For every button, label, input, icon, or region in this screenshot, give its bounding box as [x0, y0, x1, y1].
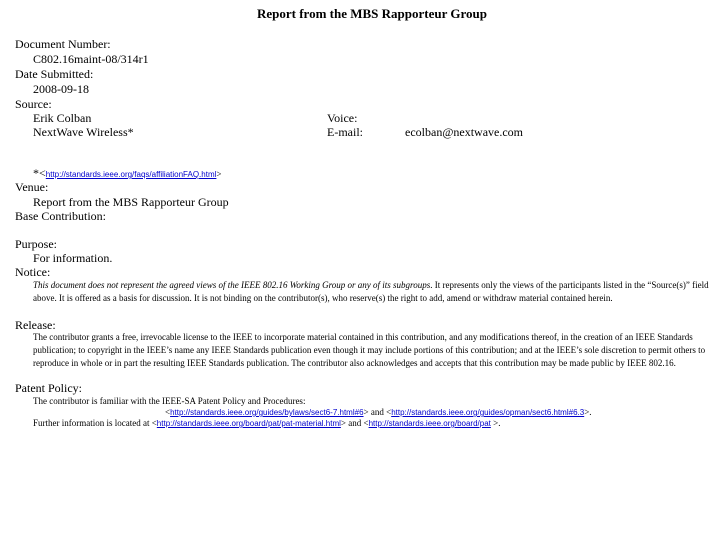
- patent-end-2: >.: [490, 418, 501, 428]
- notice-label: Notice:: [15, 265, 51, 279]
- patent-end-1: >.: [584, 407, 592, 417]
- board-pat-link[interactable]: http://standards.ieee.org/board/pat: [368, 419, 491, 428]
- document-number-label: Document Number:: [15, 37, 111, 51]
- affiliation-faq-link[interactable]: http://standards.ieee.org/faqs/affiliationFAQ.html: [45, 170, 217, 179]
- email-label: E-mail:: [327, 125, 363, 139]
- release-label: Release:: [15, 318, 56, 332]
- patent-and: > and <: [363, 407, 392, 417]
- pat-material-link[interactable]: http://standards.ieee.org/board/pat/pat-material.html: [156, 419, 341, 428]
- source-label: Source:: [15, 97, 52, 111]
- bylaws-link[interactable]: http://standards.ieee.org/guides/bylaws/sect6-7.html#6: [170, 408, 364, 417]
- affiliation-note: [33, 166, 221, 181]
- base-contribution-label: Base Contribution:: [15, 209, 106, 223]
- notice-rest: . It represents only the views of the participants listed in the “Source(s)” field above. It is offered as a basis for discussion. It is not binding on the contributor(s), who reserve(s) the right to add, amend or withdraw material contained herein.: [33, 280, 709, 303]
- purpose-label: Purpose:: [15, 237, 57, 251]
- document-number-value: C802.16maint-08/314r1: [33, 52, 149, 66]
- email-value: ecolban@nextwave.com: [405, 125, 524, 139]
- date-submitted-value: 2008-09-18: [33, 82, 89, 96]
- patent-policy-line3: [33, 418, 500, 428]
- date-submitted-label: Date Submitted:: [15, 67, 94, 81]
- affiliation-note-prefix: *<: [33, 166, 46, 180]
- opman-link[interactable]: http://standards.ieee.org/guides/opman/sect6.html#6.3: [391, 408, 585, 417]
- patent-and-2: > and <: [340, 418, 369, 428]
- notice-text: [33, 279, 713, 305]
- source-affiliation: NextWave Wireless*: [33, 125, 134, 139]
- patent-policy-label: Patent Policy:: [15, 381, 82, 395]
- release-text: The contributor grants a free, irrevocable license to the IEEE to incorporate material contained in this contribution, and any modifications thereof, in the creation of an IEEE Standards publication; to copyright in the IEEE’s name any IEEE Standards publication even though it may include portions of this contribution; and at the IEEE’s sole discretion to permit others to reproduce in whole or in part the resulting IEEE Standards publication. The contributor also acknowledges and accepts that this contribution may be made public by IEEE 802.16.: [33, 332, 706, 368]
- patent-policy-line2: [165, 407, 592, 417]
- patent-further-info: Further information is located at <: [33, 418, 157, 428]
- source-name: Erik Colban: [33, 111, 92, 125]
- page-title: Report from the MBS Rapporteur Group: [256, 6, 488, 21]
- notice-italic: This document does not represent the agreed views of the IEEE 802.16 Working Group or any of its subgroups: [33, 280, 431, 290]
- patent-policy-line1: The contributor is familiar with the IEEE-SA Patent Policy and Procedures:: [33, 396, 306, 406]
- venue-value: Report from the MBS Rapporteur Group: [33, 195, 229, 209]
- purpose-value: For information.: [33, 251, 113, 265]
- patent-open-1: <: [165, 407, 171, 417]
- affiliation-note-suffix: >: [216, 169, 222, 179]
- venue-label: Venue:: [15, 180, 49, 194]
- voice-label: Voice:: [327, 111, 358, 125]
